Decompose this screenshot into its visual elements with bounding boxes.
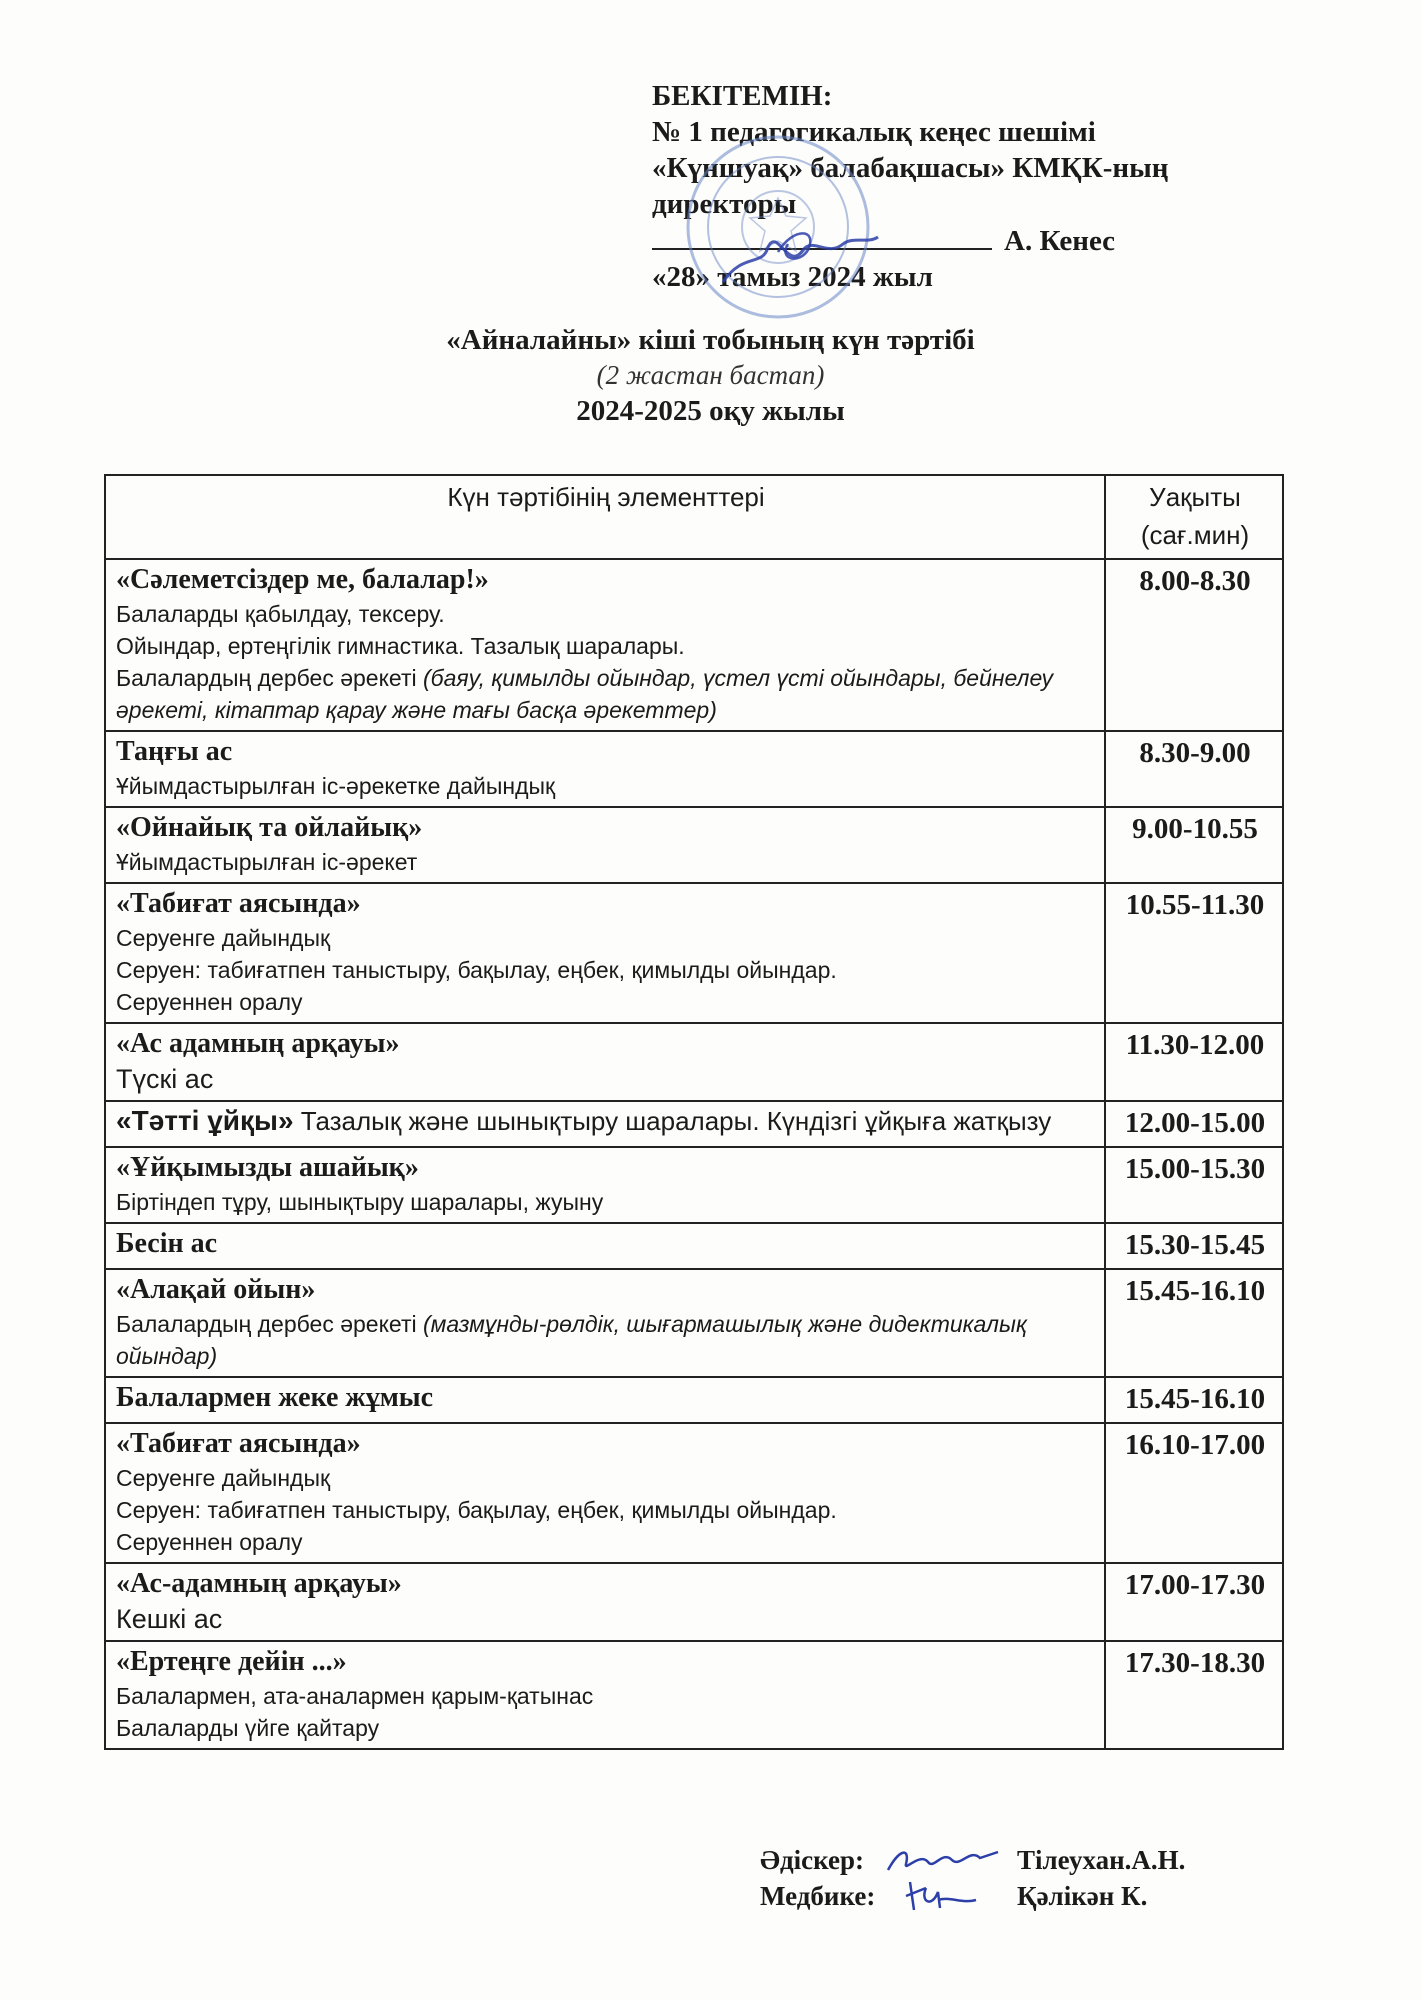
nurse-name: Қәлікән К. — [1017, 1881, 1148, 1911]
activity-text-part: Балалардың дербес әрекеті — [116, 1311, 423, 1337]
activity-title: «Табиғат аясында» — [116, 1428, 361, 1459]
table-row — [105, 1423, 1283, 1563]
activity-cell — [105, 1563, 1105, 1641]
activity-text: Балаларды қабылдау, тексеру. — [116, 601, 445, 627]
time-cell: 8.00-8.30 — [1105, 559, 1283, 731]
table-row — [105, 1377, 1283, 1423]
footer-signatures — [760, 1842, 1185, 1914]
approval-line-1: № 1 педагогикалық кеңес шешімі — [652, 116, 1096, 148]
activity-note: (баяу, қимылды ойындар, үстел үсті ойындары, бейнелеу әрекеті, кітаптар қарау және тағы басқа әрекеттер) — [116, 665, 1054, 723]
activity-text — [116, 1308, 1096, 1372]
activity-text: Балалармен, ата-аналармен қарым-қатынас — [116, 1683, 594, 1709]
table-row — [105, 559, 1283, 731]
table-row — [105, 1223, 1283, 1269]
activity-text-part: Тазалық және шынықтыру шаралары. Күндізгі ұйқыға жатқызу — [293, 1106, 1052, 1136]
activity-note: (мазмұнды-рөлдік, шығармашылық және дидектикалық ойындар) — [116, 1311, 1027, 1369]
time-cell: 9.00-10.55 — [1105, 807, 1283, 883]
time-cell: 15.00-15.30 — [1105, 1147, 1283, 1223]
activity-text: Түскі ас — [116, 1064, 214, 1094]
activity-title: «Ұйқымызды ашайық» — [116, 1152, 419, 1183]
approval-block — [652, 78, 1352, 295]
schedule-table — [104, 474, 1284, 1750]
activity-text: Ойындар, ертеңгілік гимнастика. Тазалық шаралары. — [116, 633, 685, 659]
signature-icon — [880, 1842, 1005, 1878]
activity-title: «Ас адамның арқауы» — [116, 1028, 400, 1059]
activity-title: Бесін ас — [116, 1228, 218, 1259]
activity-text — [116, 662, 1096, 726]
activity-title: «Ас-адамның арқауы» — [116, 1568, 402, 1599]
time-cell: 10.55-11.30 — [1105, 883, 1283, 1023]
activity-text-part: Балалардың дербес әрекеті — [116, 665, 423, 691]
activity-text: Серуенге дайындық — [116, 1465, 331, 1491]
time-cell: 15.30-15.45 — [1105, 1223, 1283, 1269]
activity-title: «Тәтті ұйқы» — [116, 1105, 294, 1136]
activity-text: Серуеннен оралу — [116, 1529, 303, 1555]
table-row — [105, 1641, 1283, 1749]
table-row — [105, 883, 1283, 1023]
table-row — [105, 1147, 1283, 1223]
activity-title: «Табиғат аясында» — [116, 888, 361, 919]
nurse-row — [760, 1878, 1185, 1914]
activity-cell — [105, 807, 1105, 883]
academic-year: 2024-2025 оқу жылы — [576, 395, 845, 427]
activity-text: Серуеннен оралу — [116, 989, 303, 1015]
time-cell: 15.45-16.10 — [1105, 1269, 1283, 1377]
activity-cell — [105, 1641, 1105, 1749]
activity-title: «Ертеңге дейін ...» — [116, 1646, 347, 1677]
col-header-elements: Күн тәртібінің элементтері — [105, 475, 1105, 559]
activity-title: Балалармен жеке жұмыс — [116, 1382, 434, 1413]
time-cell: 8.30-9.00 — [1105, 731, 1283, 807]
activity-cell — [105, 1223, 1105, 1269]
activity-text: Серуенге дайындық — [116, 925, 331, 951]
table-row — [105, 1563, 1283, 1641]
page-title: «Айналайны» кіші тобының күн тәртібі — [446, 324, 975, 356]
activity-text: Серуен: табиғатпен таныстыру, бақылау, еңбек, қимылды ойындар. — [116, 957, 837, 983]
activity-cell — [105, 883, 1105, 1023]
activity-title: «Сәлеметсіздер ме, балалар!» — [116, 564, 489, 595]
activity-text: Кешкі ас — [116, 1604, 223, 1634]
title-block — [0, 322, 1421, 430]
activity-cell — [105, 1423, 1105, 1563]
table-row — [105, 1269, 1283, 1377]
activity-cell — [105, 559, 1105, 731]
methodist-row — [760, 1842, 1185, 1878]
activity-title: Таңғы ас — [116, 736, 233, 767]
methodist-label: Әдіскер: — [760, 1845, 864, 1875]
approval-line-2: «Күншуақ» балабақшасы» КМҚК-ның — [652, 152, 1169, 184]
activity-text: Балаларды үйге қайтару — [116, 1715, 380, 1741]
col-header-time — [1105, 475, 1283, 559]
director-name: А. Кенес — [1004, 225, 1116, 257]
time-cell: 16.10-17.00 — [1105, 1423, 1283, 1563]
table-header-row — [105, 475, 1283, 559]
approval-title: БЕКІТЕМІН: — [652, 80, 833, 112]
activity-cell — [105, 1269, 1105, 1377]
activity-text: Біртіндеп тұру, шынықтыру шаралары, жуыну — [116, 1189, 604, 1215]
signature-icon — [880, 1878, 1005, 1914]
time-cell: 17.30-18.30 — [1105, 1641, 1283, 1749]
activity-cell — [105, 1377, 1105, 1423]
approval-date: «28» тамыз 2024 жыл — [652, 261, 933, 293]
activity-text: Серуен: табиғатпен таныстыру, бақылау, еңбек, қимылды ойындар. — [116, 1497, 837, 1523]
approval-line-3: директоры — [652, 188, 797, 220]
time-cell: 12.00-15.00 — [1105, 1101, 1283, 1147]
table-row — [105, 807, 1283, 883]
col-header-time-line-2: (сағ.мин) — [1140, 520, 1250, 550]
activity-cell — [105, 1147, 1105, 1223]
table-row — [105, 1101, 1283, 1147]
time-cell: 17.00-17.30 — [1105, 1563, 1283, 1641]
director-signature-row — [652, 222, 1352, 259]
methodist-name: Тілеухан.А.Н. — [1017, 1845, 1186, 1875]
activity-cell — [105, 1023, 1105, 1101]
signature-line — [652, 222, 992, 250]
table-row — [105, 1023, 1283, 1101]
time-cell: 11.30-12.00 — [1105, 1023, 1283, 1101]
table-row — [105, 731, 1283, 807]
page-subtitle: (2 жастан бастап) — [596, 360, 825, 390]
time-cell: 15.45-16.10 — [1105, 1377, 1283, 1423]
activity-title: «Ойнайық та ойлайық» — [116, 812, 423, 843]
activity-cell — [105, 731, 1105, 807]
nurse-label: Медбике: — [760, 1881, 876, 1911]
activity-text: Ұйымдастырылған іс-әрекетке дайындық — [116, 773, 556, 799]
col-header-time-line-1: Уақыты — [1149, 482, 1241, 512]
activity-text: Ұйымдастырылған іс-әрекет — [116, 849, 418, 875]
activity-title: «Алақай ойын» — [116, 1274, 316, 1305]
activity-text — [116, 1104, 1096, 1138]
activity-cell — [105, 1101, 1105, 1147]
